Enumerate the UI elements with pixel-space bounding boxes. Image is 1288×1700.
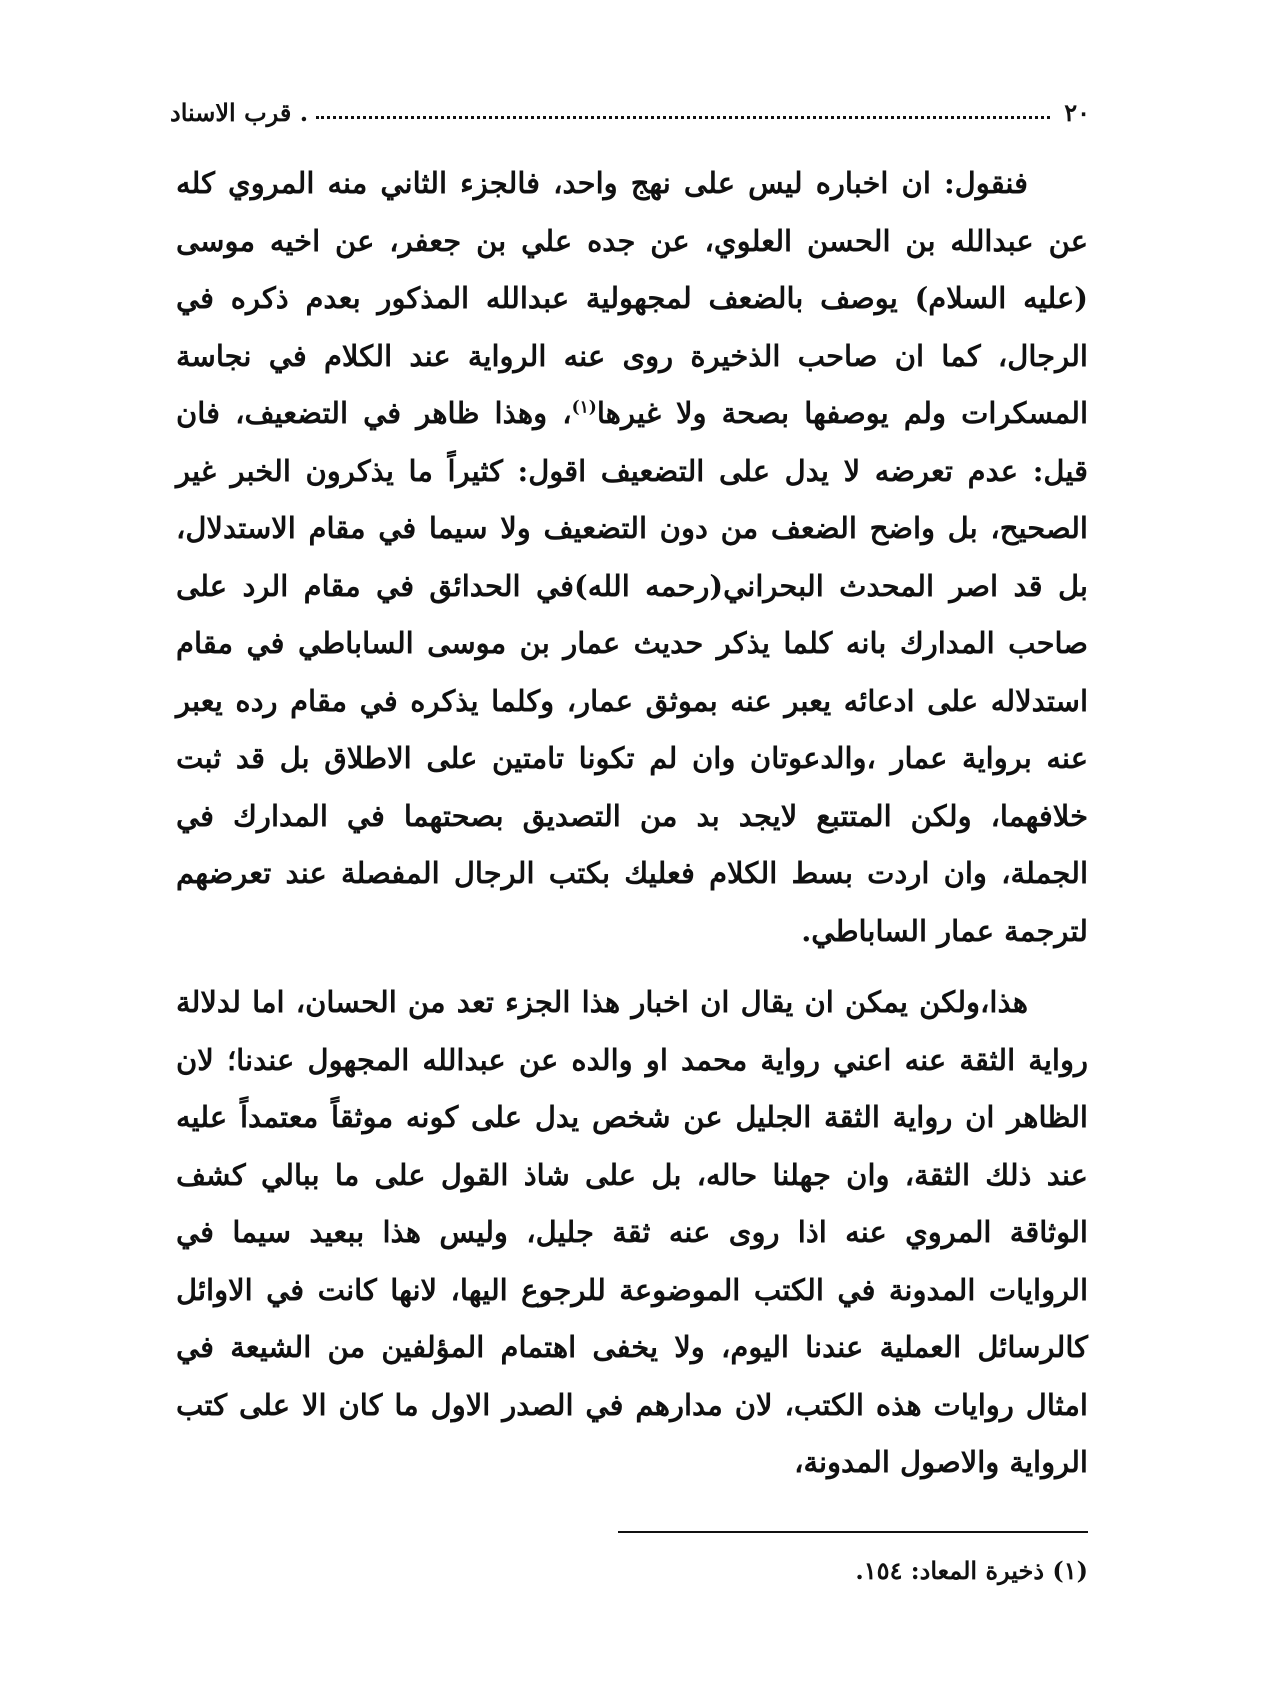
paragraph-1-part-b: ، وهذا ظاهر في التضعيف، فان قيل: عدم تعرضه لا يدل على التضعيف اقول: كثيراً ما يذكرون الخبر غير الصحيح، بل واضح الضعف من دون التضعيف ولا سيما في مقام الاستدلال، بل قد اصر المحدث البحراني(رحمه الله)في الحدائق في مقام الرد على صاحب المدارك بانه كلما يذكر حديث عمار بن موسى الساباطي في مقام استدلاله على ادعائه يعبر عنه بموثق عمار، وكلما يذكره في مقام رده يعبر عنه برواية عمار ،والدعوتان وان لم تكونا تامتين على الاطلاق بل قد ثبت خلافهما، ولكن المتتبع لايجد بد من التصديق بصحتهما في المدارك في الجملة، وان اردت بسط الكلام فعليك بكتب الرجال المفصلة عند تعرضهم لترجمة عمار الساباطي. [176, 396, 1088, 948]
book-title: . قرب الاسناد [170, 97, 309, 127]
paragraph-2: هذا،ولكن يمكن ان يقال ان اخبار هذا الجزء تعد من الحسان، اما لدلالة رواية الثقة عنه اعني رواية محمد او والده عن عبدالله المجهول عندنا؛ لان الظاهر ان رواية الثقة الجليل عن شخص يدل على كونه موثقاً معتمداً عليه عند ذلك الثقة، وان جهلنا حاله، بل على شاذ القول على ما ببالي كشف الوثاقة المروي عنه اذا روى عنه ثقة جليل، وليس هذا ببعيد سيما في الروايات المدونة في الكتب الموضوعة للرجوع اليها، لانها كانت في الاوائل كالرسائل العملية عندنا اليوم، ولا يخفى اهتمام المؤلفين من الشيعة في امثال روايات هذه الكتب، لان مدارهم في الصدر الاول ما كان الا على كتب الرواية والاصول المدونة، [176, 985, 1088, 1479]
paragraph-1-part-a: فنقول: ان اخباره ليس على نهج واحد، فالجزء الثاني منه المروي كله عن عبدالله بن الحسن العلوي، عن جده علي بن جعفر، عن اخيه موسى (عليه السلام) يوصف بالضعف لمجهولية عبدالله المذكور بعدم ذكره في الرجال، كما ان صاحب الذخيرة روى عنه الرواية عند الكلام في نجاسة المسكرات ولم يوصفها بصحة ولا غيرها [176, 166, 1088, 430]
page-number: ٢٠ [1064, 97, 1090, 127]
footnote-reference[interactable]: (١) [571, 397, 597, 418]
footnote-divider [618, 1531, 1088, 1533]
dotted-leader [316, 116, 1050, 119]
running-header [170, 92, 1090, 132]
main-text [176, 155, 1088, 1492]
footnote: (١) ذخيرة المعاد: ١٥٤. [855, 1556, 1088, 1585]
paragraph-1 [176, 155, 1088, 960]
